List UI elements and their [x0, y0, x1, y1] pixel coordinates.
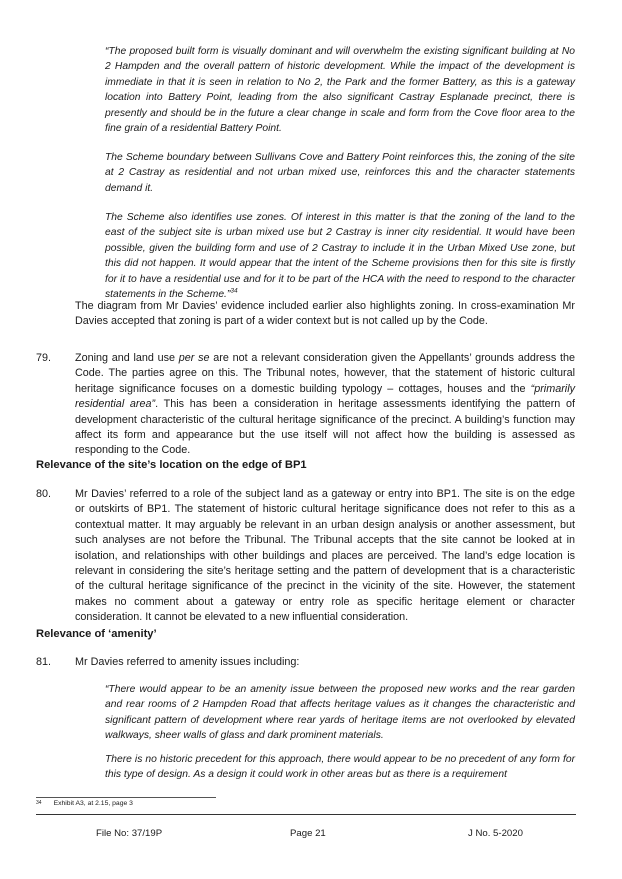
- emphasis: per se: [178, 352, 210, 364]
- footer-page-number: Page 21: [290, 828, 326, 839]
- text-run: Zoning and land use: [75, 352, 179, 364]
- footer-file-number: File No: 37/19P: [96, 828, 163, 839]
- footer-divider: [36, 814, 576, 815]
- footnote-reference: 34: [230, 287, 238, 295]
- text-run: are not a relevant consideration given the Appellants’ grounds address the Code. The parties agree on this. The Tribunal notes, however, that the statement of historic cultural heritage significance focuses on a domestic building typology – cottages, houses and the: [75, 352, 575, 395]
- quote-text: The Scheme also identifies use zones. Of interest in this matter is that the zoning of the land to the east of the subject site is urban mixed use but 2 Castray is inner city residential. It would have been possible, given the building form and use of 2 Castray to include it in the Urban Mixed Use zone, but this did not happen. It would appear that the intent of the Scheme provisions then for this site is firstly for it to have a residential use and for it to be part of the HCA with the need to respond to the character statements in the Scheme.”: [105, 212, 575, 301]
- quote-paragraph: [105, 210, 575, 302]
- section-heading: Relevance of the site’s location on the edge of BP1: [36, 459, 307, 471]
- body-paragraph: The diagram from Mr Davies’ evidence included earlier also highlights zoning. In cross-examination Mr Davies accepted that zoning is part of a wider context but is not called up by the Code.: [75, 300, 575, 328]
- quote-paragraph: There is no historic precedent for this approach, there would appear to be no precedent of any form for this type of design. As a design it could work in other areas but as there is a requirement: [105, 754, 575, 781]
- paragraph-number: 81.: [36, 656, 52, 668]
- paragraph-number: 79.: [36, 352, 52, 364]
- footnote: [36, 800, 133, 807]
- footer-judgment-number: J No. 5-2020: [468, 828, 523, 839]
- body-paragraph-81: Mr Davies referred to amenity issues including:: [75, 656, 300, 668]
- section-heading: Relevance of ‘amenity’: [36, 628, 157, 640]
- quote-paragraph: “There would appear to be an amenity issue between the proposed new works and the rear garden and rear rooms of 2 Hampden Road that affects heritage values as it changes the characteristic and significant pattern of development where rear yards of heritage items are not overlooked by elevated walkways, sheer walls of glass and dark prominent materials.: [105, 684, 575, 742]
- footnote-number: 34: [36, 800, 42, 806]
- paragraph-number: 80.: [36, 488, 52, 500]
- footnote-text: Exhibit A3, at 2.15, page 3: [53, 800, 133, 807]
- body-paragraph-79: [75, 351, 575, 459]
- footnote-divider: [36, 797, 216, 798]
- quote-paragraph: The Scheme boundary between Sullivans Cove and Battery Point reinforces this, the zoning of the site at 2 Castray as residential and not urban mixed use, reinforces this and the character statements demand it.: [105, 152, 575, 194]
- text-run: . This has been a consideration in heritage assessments identifying the pattern of development characteristic of the cultural heritage significance of the precinct. A building’s function may affect its form and appearance but the use itself will not affect how the building is assessed as responding to the Code.: [75, 398, 575, 457]
- emphasis: “primarily residential area”: [75, 382, 575, 411]
- body-paragraph-80: Mr Davies’ referred to a role of the subject land as a gateway or entry into BP1. The site is on the edge or outskirts of BP1. The statement of historic cultural heritage significance does not refer to this as a contextual matter. It may arguably be relevant in an urban design analysis or another assessment, but such analyses are not before the Tribunal. The Tribunal accepts that the site cannot be looked at in isolation, and relationships with other buildings and places are perceived. The land’s edge location is relevant in considering the site’s heritage setting and the pattern of development that is a characteristic of the cultural heritage significance of the precinct in the vicinity of the site. However, the statement makes no comment about a gateway or entry role as specific heritage element or character consideration. It cannot be elevated to a new influential consideration.: [75, 488, 575, 624]
- quote-paragraph: “The proposed built form is visually dominant and will overwhelm the existing significant building at No 2 Hampden and the overall pattern of historic development. While the impact of the development is immediate in that it is seen in relation to No 2, the Park and the former Battery, as this is a gateway location into Battery Point, leading from the also significant Castray Esplanade precinct, there is presently and should be in the future a clear change in scale and form from the Cove floor area to the fine grain of a residential Battery Point.: [105, 46, 575, 135]
